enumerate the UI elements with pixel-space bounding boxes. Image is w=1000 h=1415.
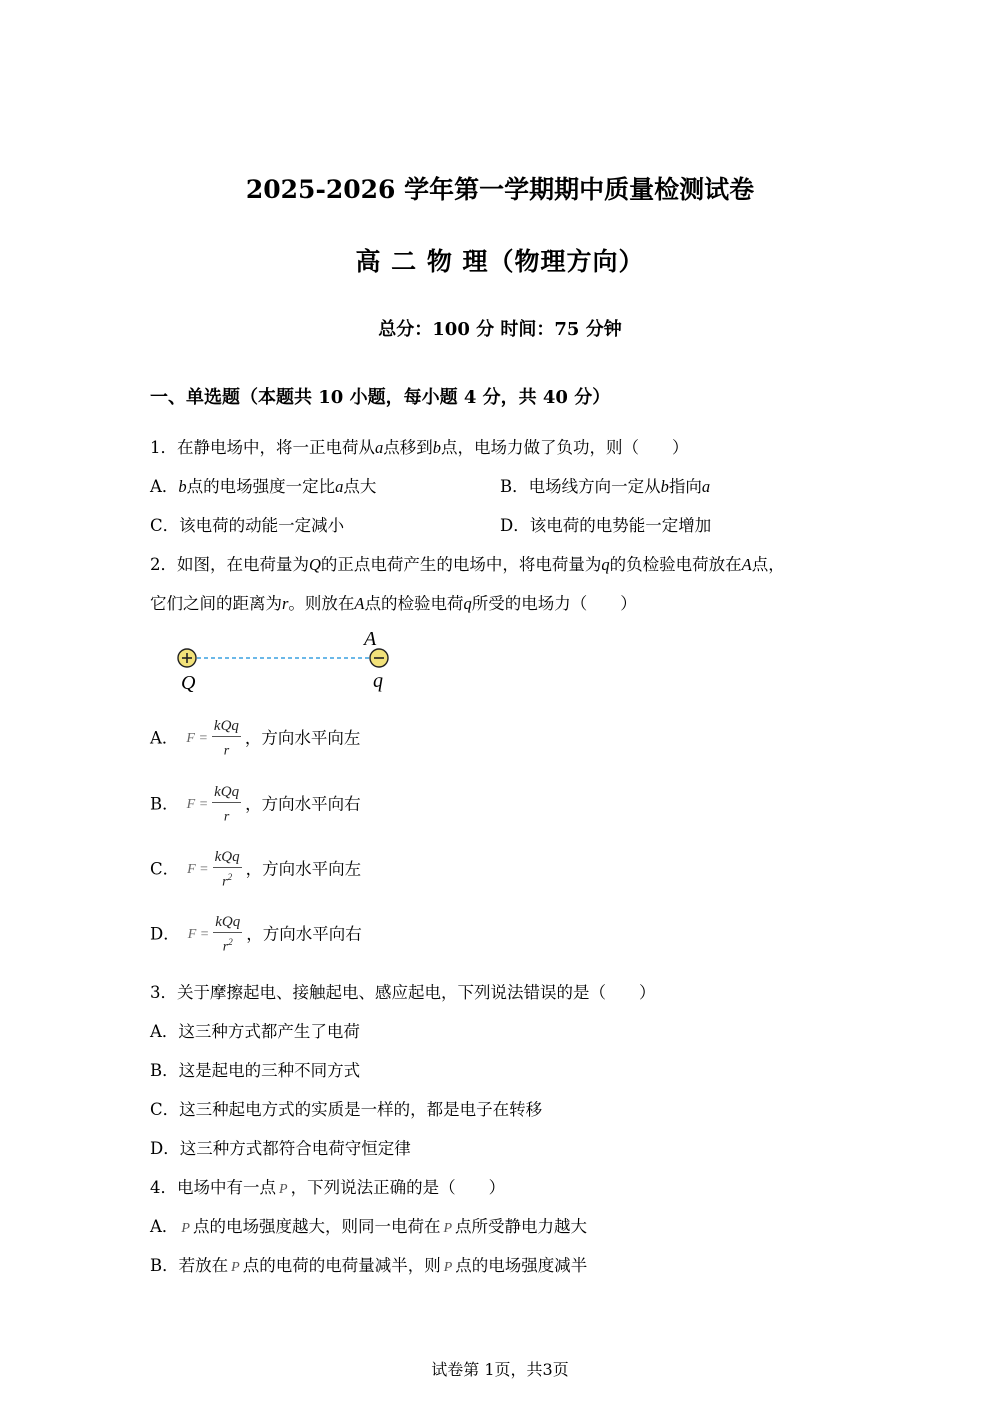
q2-option-c — [150, 849, 361, 891]
q2-option-a — [150, 718, 360, 760]
q1-option-c: C．该电荷的动能一定减小 — [150, 516, 345, 535]
var: A — [741, 555, 752, 574]
option-label: C． — [150, 859, 180, 879]
text: B．电场线方向一定从 — [500, 477, 661, 496]
var: b — [178, 477, 187, 496]
var: P — [181, 1221, 190, 1236]
label-A: A — [364, 628, 377, 650]
numerator: kQq — [212, 718, 241, 737]
var: b — [432, 438, 441, 457]
var: a — [701, 477, 711, 496]
text: 指向 — [668, 477, 702, 496]
option-text: ，方向水平向左 — [244, 728, 361, 748]
var: P — [231, 1260, 240, 1275]
option-label: D． — [150, 924, 180, 944]
q4-option-a — [150, 1216, 587, 1240]
formula-lhs: F = — [186, 796, 209, 812]
den-exp: 2 — [228, 937, 233, 947]
q1-option-d: D．该电荷的电势能一定增加 — [500, 516, 712, 535]
numerator: kQq — [213, 849, 242, 868]
var: P — [279, 1182, 288, 1197]
text: 所受的电场力（ ） — [471, 594, 637, 613]
q1-option-a — [150, 476, 376, 498]
q2-stem-line1 — [150, 554, 785, 576]
var: a — [375, 438, 384, 457]
exam-meta: 总分：100 分 时间：75 分钟 — [378, 319, 622, 340]
var: a — [335, 477, 344, 496]
text: B．若放在 — [150, 1256, 229, 1275]
var: r — [282, 594, 289, 613]
q2-figure — [170, 625, 400, 695]
den-base: r — [223, 809, 230, 825]
denominator — [224, 737, 229, 760]
option-label: A． — [150, 1217, 179, 1236]
section-title: 一、单选题（本题共 10 小题，每小题 4 分，共 40 分） — [150, 387, 611, 408]
formula-lhs: F = — [186, 730, 208, 746]
positive-charge-icon — [178, 649, 196, 667]
option-label: A． — [150, 477, 179, 496]
q3-stem: 3．关于摩擦起电、接触起电、感应起电，下列说法错误的是（ ） — [150, 983, 656, 1002]
den-exp: 2 — [227, 872, 233, 882]
text: ，下列说法正确的是（ ） — [290, 1178, 506, 1197]
option-text: ，方向水平向左 — [245, 859, 362, 879]
den-base: r — [222, 874, 228, 890]
var: q — [601, 555, 610, 574]
text: 它们之间的距离为 — [150, 594, 282, 613]
q4-option-b — [150, 1255, 587, 1279]
q1-stem — [150, 437, 689, 459]
option-text: ，方向水平向右 — [246, 924, 362, 944]
formula-lhs: F = — [187, 861, 209, 877]
var: q — [463, 594, 472, 613]
q3-option-c: C．这三种起电方式的实质是一样的，都是电子在转移 — [150, 1100, 543, 1119]
label-Q: Q — [181, 672, 196, 694]
text: 点大 — [343, 477, 377, 496]
text: 点的电场强度减半 — [455, 1256, 588, 1275]
var: b — [660, 477, 669, 496]
exam-title: 2025-2026 学年第一学期期中质量检测试卷 — [245, 175, 755, 204]
denominator — [223, 933, 233, 956]
q4-stem — [150, 1177, 505, 1201]
formula-lhs: F = — [187, 926, 210, 942]
text: 。则放在 — [288, 594, 355, 613]
text: 点，电场力做了负功，则（ ） — [441, 438, 689, 457]
fraction — [213, 914, 242, 956]
q2-option-b — [150, 784, 361, 826]
text: 点的电荷的电荷量减半，则 — [242, 1256, 441, 1275]
text: 的正点电荷产生的电场中，将电荷量为 — [320, 555, 602, 574]
option-text: ，方向水平向右 — [245, 794, 361, 814]
q2-stem-line2 — [150, 593, 637, 615]
q3-option-a: A．这三种方式都产生了电荷 — [150, 1022, 360, 1041]
formula — [188, 914, 243, 956]
q1-option-b — [500, 476, 710, 498]
formula — [186, 718, 241, 760]
var: P — [443, 1260, 453, 1275]
denominator — [222, 868, 232, 891]
text: 2．如图，在电荷量为 — [150, 555, 309, 574]
fraction — [213, 849, 242, 891]
formula — [187, 849, 242, 891]
page-footer: 试卷第 1页，共3页 — [431, 1360, 569, 1379]
text: 的负检验电荷放在 — [609, 555, 742, 574]
den-base: r — [222, 939, 229, 955]
text: 点的电场强度越大，则同一电荷在 — [192, 1217, 441, 1236]
formula — [187, 784, 242, 826]
text: 点移到 — [383, 438, 433, 457]
numerator: kQq — [212, 784, 241, 803]
q2-option-d — [150, 914, 362, 956]
q3-option-b: B．这是起电的三种不同方式 — [150, 1061, 361, 1080]
exam-subject: 高 二 物 理（物理方向） — [355, 247, 645, 276]
var: A — [354, 594, 365, 613]
option-label: B． — [150, 794, 179, 814]
fraction — [212, 718, 241, 760]
numerator: kQq — [213, 914, 242, 933]
text: 点所受静电力越大 — [455, 1217, 588, 1236]
q3-option-d: D．这三种方式都符合电荷守恒定律 — [150, 1139, 411, 1158]
den-base: r — [223, 743, 230, 759]
option-label: A． — [150, 728, 179, 748]
text: 点的电场强度一定比 — [186, 477, 336, 496]
var: P — [443, 1221, 453, 1236]
fraction — [212, 784, 241, 826]
denominator — [224, 803, 229, 826]
text: 点的检验电荷 — [364, 594, 464, 613]
label-q: q — [373, 670, 383, 692]
negative-charge-icon — [370, 649, 388, 667]
text: 点， — [751, 555, 785, 574]
var: Q — [309, 555, 321, 574]
text: 4．电场中有一点 — [150, 1178, 276, 1197]
text: 1．在静电场中，将一正电荷从 — [150, 438, 375, 457]
